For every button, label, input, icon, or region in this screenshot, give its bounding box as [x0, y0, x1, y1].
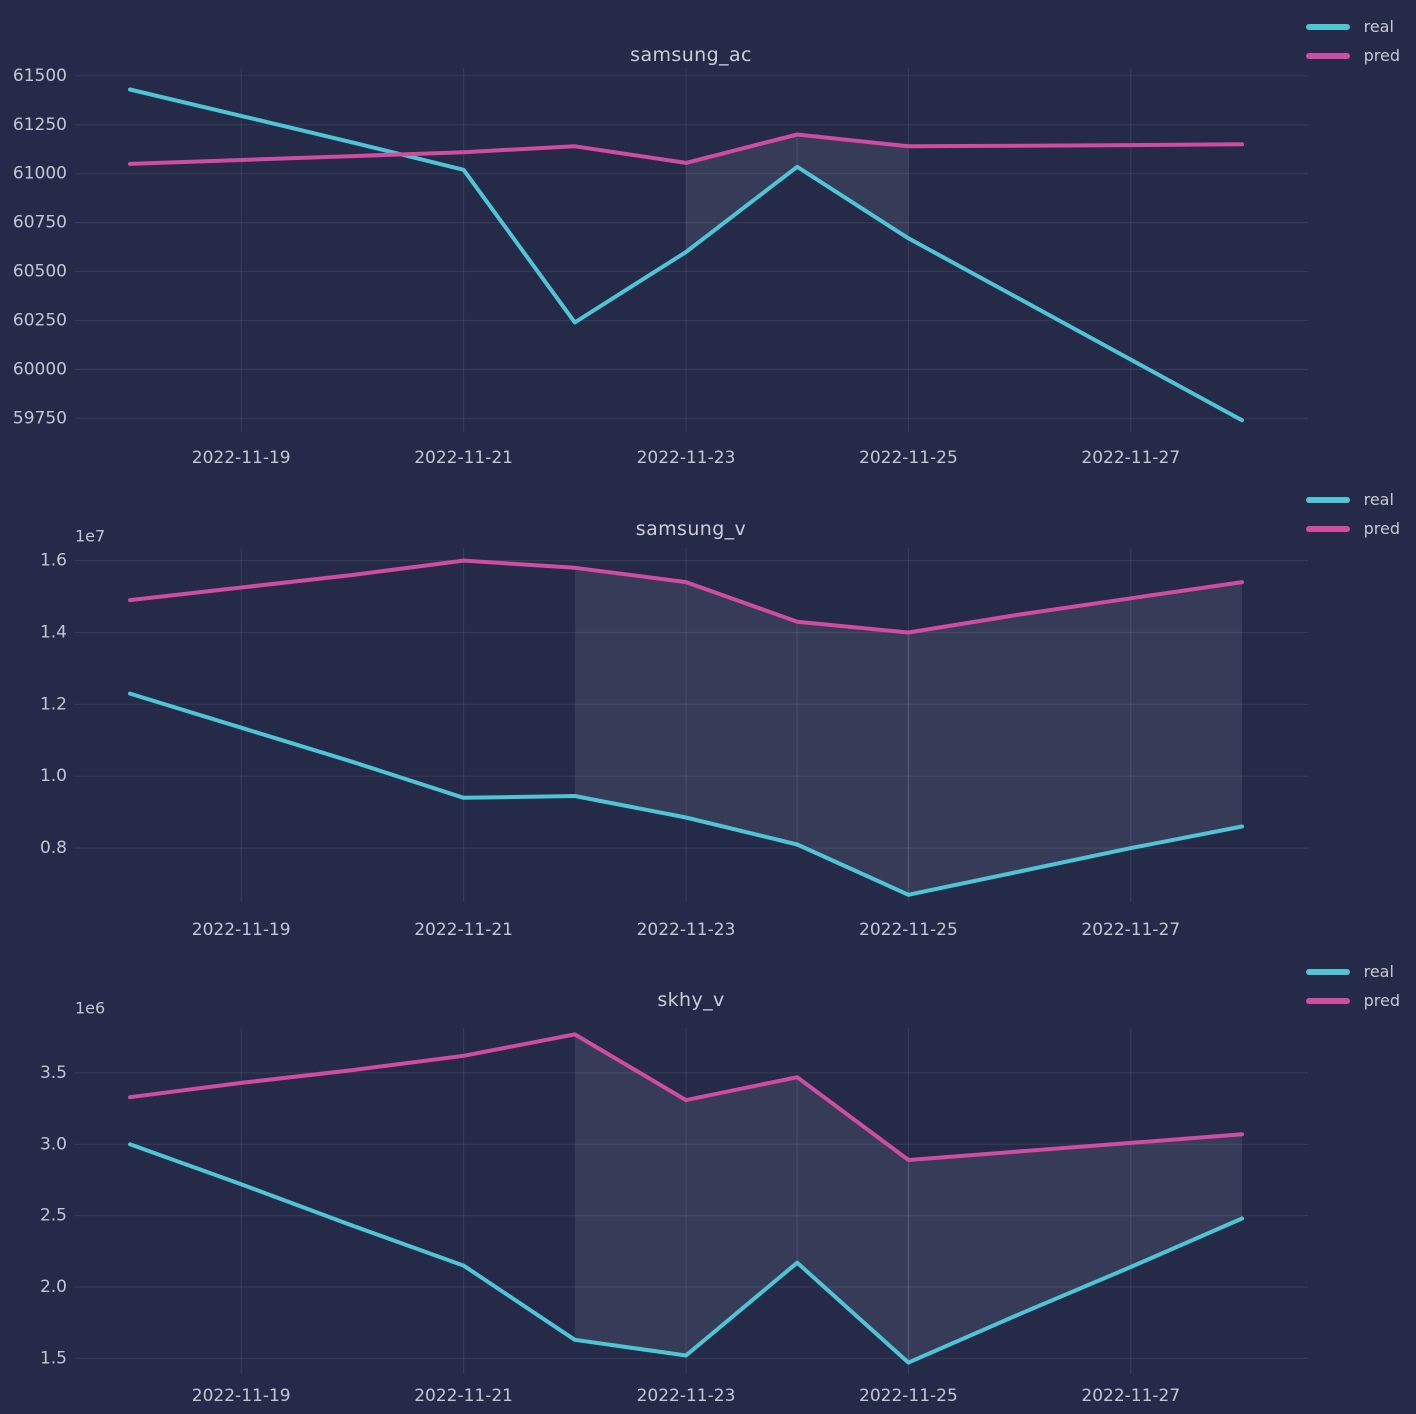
x-tick-label: 2022-11-21 [414, 920, 513, 940]
x-tick-label: 2022-11-27 [1081, 920, 1181, 940]
legend-label-pred: pred [1363, 519, 1400, 538]
y-tick-label: 61000 [12, 163, 67, 184]
legend-label-real: real [1363, 17, 1394, 36]
y-tick-label: 2.5 [39, 1205, 67, 1226]
y-tick-label: 59750 [12, 408, 67, 429]
pred-line-swatch-icon [1306, 526, 1350, 532]
x-tick-label: 2022-11-23 [636, 920, 736, 940]
y-axis-offset-label: 1e6 [75, 998, 106, 1018]
legend-item-real [1306, 17, 1400, 36]
x-tick-label: 2022-11-25 [859, 448, 958, 468]
x-tick-label: 2022-11-19 [191, 1386, 291, 1406]
legend [1306, 490, 1400, 538]
legend-item-real [1306, 490, 1400, 509]
legend-label-real: real [1363, 962, 1394, 981]
y-tick-label: 0.8 [39, 838, 67, 859]
y-tick-label: 61500 [12, 65, 67, 86]
real-line-swatch-icon [1306, 24, 1350, 30]
legend-item-pred [1306, 519, 1400, 538]
y-tick-label: 1.2 [39, 694, 67, 715]
y-tick-label: 61250 [12, 114, 67, 135]
x-tick-label: 2022-11-21 [414, 448, 513, 468]
plot-area-samsung-ac [0, 0, 1416, 470]
plot-area-skhy-v [0, 940, 1416, 1414]
x-tick-label: 2022-11-23 [636, 448, 736, 468]
y-tick-label: 3.0 [39, 1134, 67, 1155]
x-tick-label: 2022-11-19 [191, 448, 291, 468]
chart-samsung-v [0, 470, 1416, 940]
pred-line-swatch-icon [1306, 998, 1350, 1004]
chart-title: samsung_v [635, 518, 747, 540]
legend [1306, 17, 1400, 65]
legend-item-pred [1306, 991, 1400, 1010]
x-tick-label: 2022-11-25 [859, 920, 958, 940]
x-tick-label: 2022-11-27 [1081, 1386, 1181, 1406]
y-tick-label: 1.6 [39, 550, 67, 571]
x-tick-label: 2022-11-19 [191, 920, 291, 940]
chart-title: samsung_ac [630, 44, 752, 66]
real-line-swatch-icon [1306, 497, 1350, 503]
x-tick-label: 2022-11-25 [859, 1386, 958, 1406]
legend-label-real: real [1363, 490, 1394, 509]
y-tick-label: 1.5 [39, 1348, 67, 1369]
plot-area-samsung-v [0, 470, 1416, 940]
y-tick-label: 3.5 [39, 1062, 67, 1083]
pred-line-swatch-icon [1306, 53, 1350, 59]
y-tick-label: 60500 [12, 261, 67, 282]
y-tick-label: 2.0 [39, 1277, 67, 1297]
chart-skhy-v [0, 940, 1416, 1414]
legend [1306, 962, 1400, 1010]
chart-title: skhy_v [657, 989, 725, 1011]
real-line-swatch-icon [1306, 969, 1350, 975]
legend-item-pred [1306, 46, 1400, 65]
y-tick-label: 60250 [12, 310, 67, 331]
x-tick-label: 2022-11-27 [1081, 448, 1181, 468]
y-axis-offset-label: 1e7 [75, 526, 106, 546]
y-tick-label: 1.4 [39, 622, 67, 643]
y-tick-label: 60750 [12, 212, 67, 233]
chart-samsung-ac [0, 0, 1416, 470]
y-tick-label: 1.0 [39, 766, 67, 787]
legend-label-pred: pred [1363, 46, 1400, 65]
x-tick-label: 2022-11-23 [636, 1386, 736, 1406]
legend-label-pred: pred [1363, 991, 1400, 1010]
x-tick-label: 2022-11-21 [414, 1386, 513, 1406]
y-tick-label: 60000 [12, 359, 67, 380]
legend-item-real [1306, 962, 1400, 981]
